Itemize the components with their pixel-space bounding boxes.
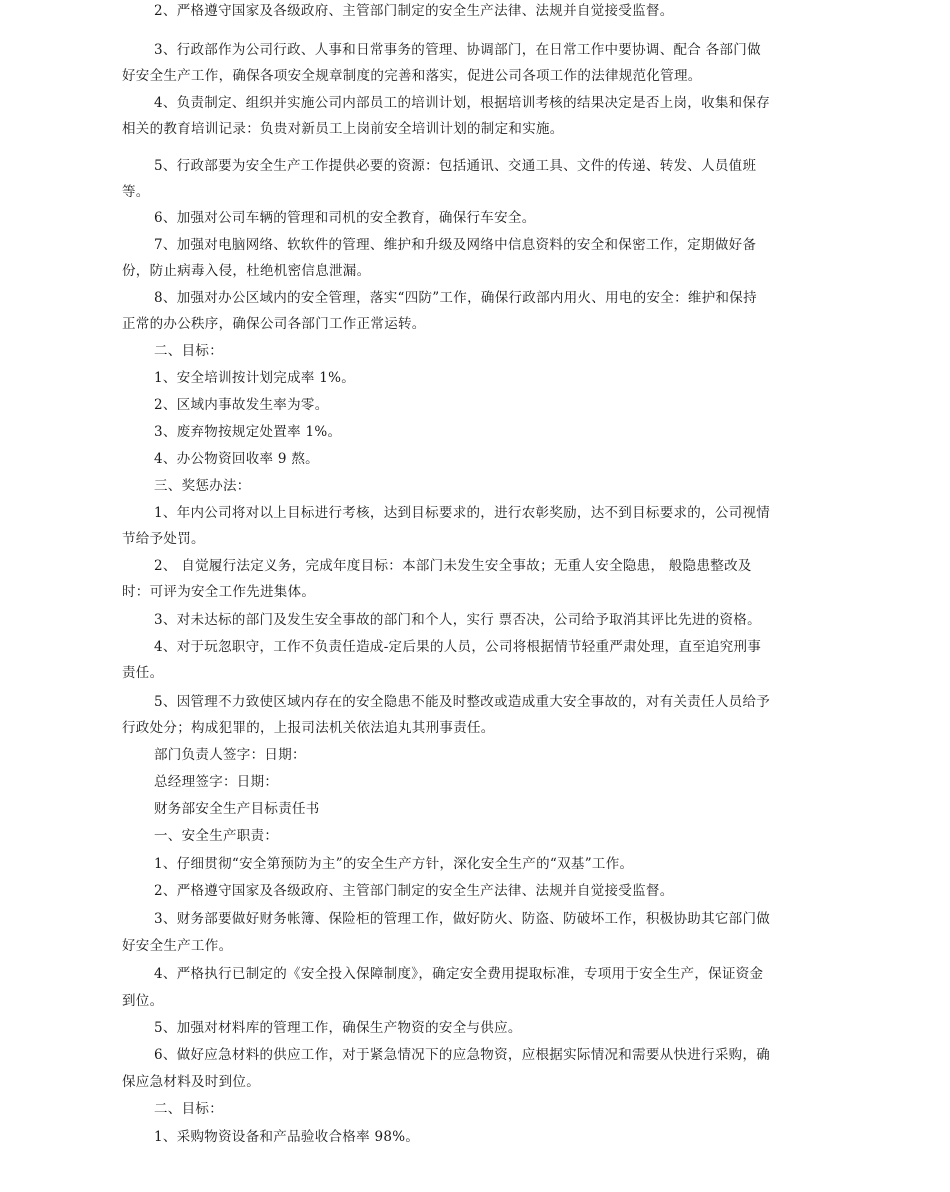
paragraph-line: 1、仔细贯彻“安全第预防为主”的安全生产方针，深化安全生产的“双基”工作。 <box>154 856 634 872</box>
section-heading: 二、目标： <box>154 1101 223 1117</box>
paragraph-line: 3、行政部作为公司行政、人事和日常事务的管理、协调部门，在日常工作中要协调、配合 各部门做 <box>154 42 761 58</box>
section-heading: 二、目标： <box>154 343 223 359</box>
paragraph-line: 8、加强对办公区域内的安全管理，落实“四防”工作，确保行政部内用火、用电的安全：维护和保持 <box>154 290 757 306</box>
paragraph-line: 4、办公物资回收率 9 熬。 <box>154 451 319 467</box>
section-heading: 三、奖惩办法： <box>154 478 251 494</box>
paragraph-line: 1、安全培训按计划完成率 1%。 <box>154 370 356 386</box>
paragraph-line: 时：可评为安全工作先进集体。 <box>122 584 316 600</box>
paragraph-line: 6、做好应急材料的供应工作，对于紧急情况下的应急物资，应根据实际情况和需要从快进行采购，确 <box>154 1047 771 1063</box>
paragraph-line: 2、严格遵守国家及各级政府、主管部门制定的安全生产法律、法规并自觉接受监督。 <box>154 883 674 899</box>
paragraph-line: 5、因管理不力致使区域内存在的安全隐患不能及时整改或造成重大安全事故的，对有关责任人员给予 <box>154 694 771 710</box>
paragraph-line: 保应急材料及时到位。 <box>122 1074 260 1090</box>
paragraph-line: 5、加强对材料库的管理工作，确保生产物资的安全与供应。 <box>154 1020 522 1036</box>
paragraph-line: 2、严格遵守国家及各级政府、主管部门制定的安全生产法律、法规并自觉接受监督。 <box>154 3 674 19</box>
paragraph-line: 3、废弃物按规定处置率 1%。 <box>154 424 342 440</box>
paragraph-line: 到位。 <box>122 993 164 1009</box>
paragraph-line: 5、行政部要为安全生产工作提供必要的资源：包括通讯、交通工具、文件的传递、转发、人员值班 <box>154 158 757 174</box>
signature-line: 总经理签字：日期： <box>154 774 279 790</box>
paragraph-line: 4、对于玩忽职守，工作不负责任造成-定后果的人员，公司将根据情节轻重严肃处理，直至追究刑事 <box>154 639 762 655</box>
paragraph-line: 2、 自觉履行法定义务，完成年度目标：本部门未发生安全事故；无重人安全隐患， 般隐患整改及 <box>154 558 752 574</box>
paragraph-line: 6、加强对公司车辆的管理和司机的安全教育，确保行车安全。 <box>154 210 536 226</box>
paragraph-line: 7、加强对电脑网络、软软件的管理、维护和升级及网络中信息资料的安全和保密工作，定期做好备 <box>154 237 757 253</box>
section-heading: 一、安全生产职责： <box>154 828 279 844</box>
paragraph-line: 正常的办公秩序，确保公司各部门工作正常运转。 <box>122 316 426 332</box>
paragraph-line: 好安全生产工作。 <box>122 938 233 954</box>
paragraph-line: 相关的教育培训记录：负贵对新员工上岗前安全培训计划的制定和实施。 <box>122 121 564 137</box>
paragraph-line: 责任。 <box>122 665 164 681</box>
paragraph-line: 行政处分；构成犯罪的，上报司法机关依法追丸其刑事责任。 <box>122 720 495 736</box>
paragraph-line: 4、负责制定、组织并实施公司内部员工的培训计划，根据培训考核的结果决定是否上岗，收集和保存 <box>154 95 771 111</box>
paragraph-line: 好安全生产工作，确保各项安全规章制度的完善和落实，促进公司各项工作的法律规范化管理。 <box>122 68 702 84</box>
paragraph-line: 2、区域内事故发生率为零。 <box>154 397 329 413</box>
document-title: 财务部安全生产目标责任书 <box>154 801 320 817</box>
paragraph-line: 1、采购物资设备和产品验收合格率 98%。 <box>154 1129 420 1145</box>
paragraph-line: 等。 <box>122 184 150 200</box>
signature-line: 部门负责人签字：日期： <box>154 747 306 763</box>
paragraph-line: 1、年内公司将对以上目标进行考核，达到目标要求的，进行农彰奖励，达不到目标要求的，公司视情 <box>154 505 771 521</box>
paragraph-line: 3、对未达标的部门及发生安全事故的部门和个人，实行 票否决，公司给予取消其评比先进的资格。 <box>154 612 761 628</box>
paragraph-line: 份，防止病毒入侵，杜绝机密信息泄漏。 <box>122 263 371 279</box>
paragraph-line: 4、严格执行已制定的《安全投入保障制度》，确定安全费用提取标准，专项用于安全生产，保证资金 <box>154 966 764 982</box>
paragraph-line: 节给予处罚。 <box>122 531 205 547</box>
paragraph-line: 3、财务部要做好财务帐簿、保险柜的管理工作，做好防火、防盗、防破坏工作，积极协助其它部门做 <box>154 911 771 927</box>
